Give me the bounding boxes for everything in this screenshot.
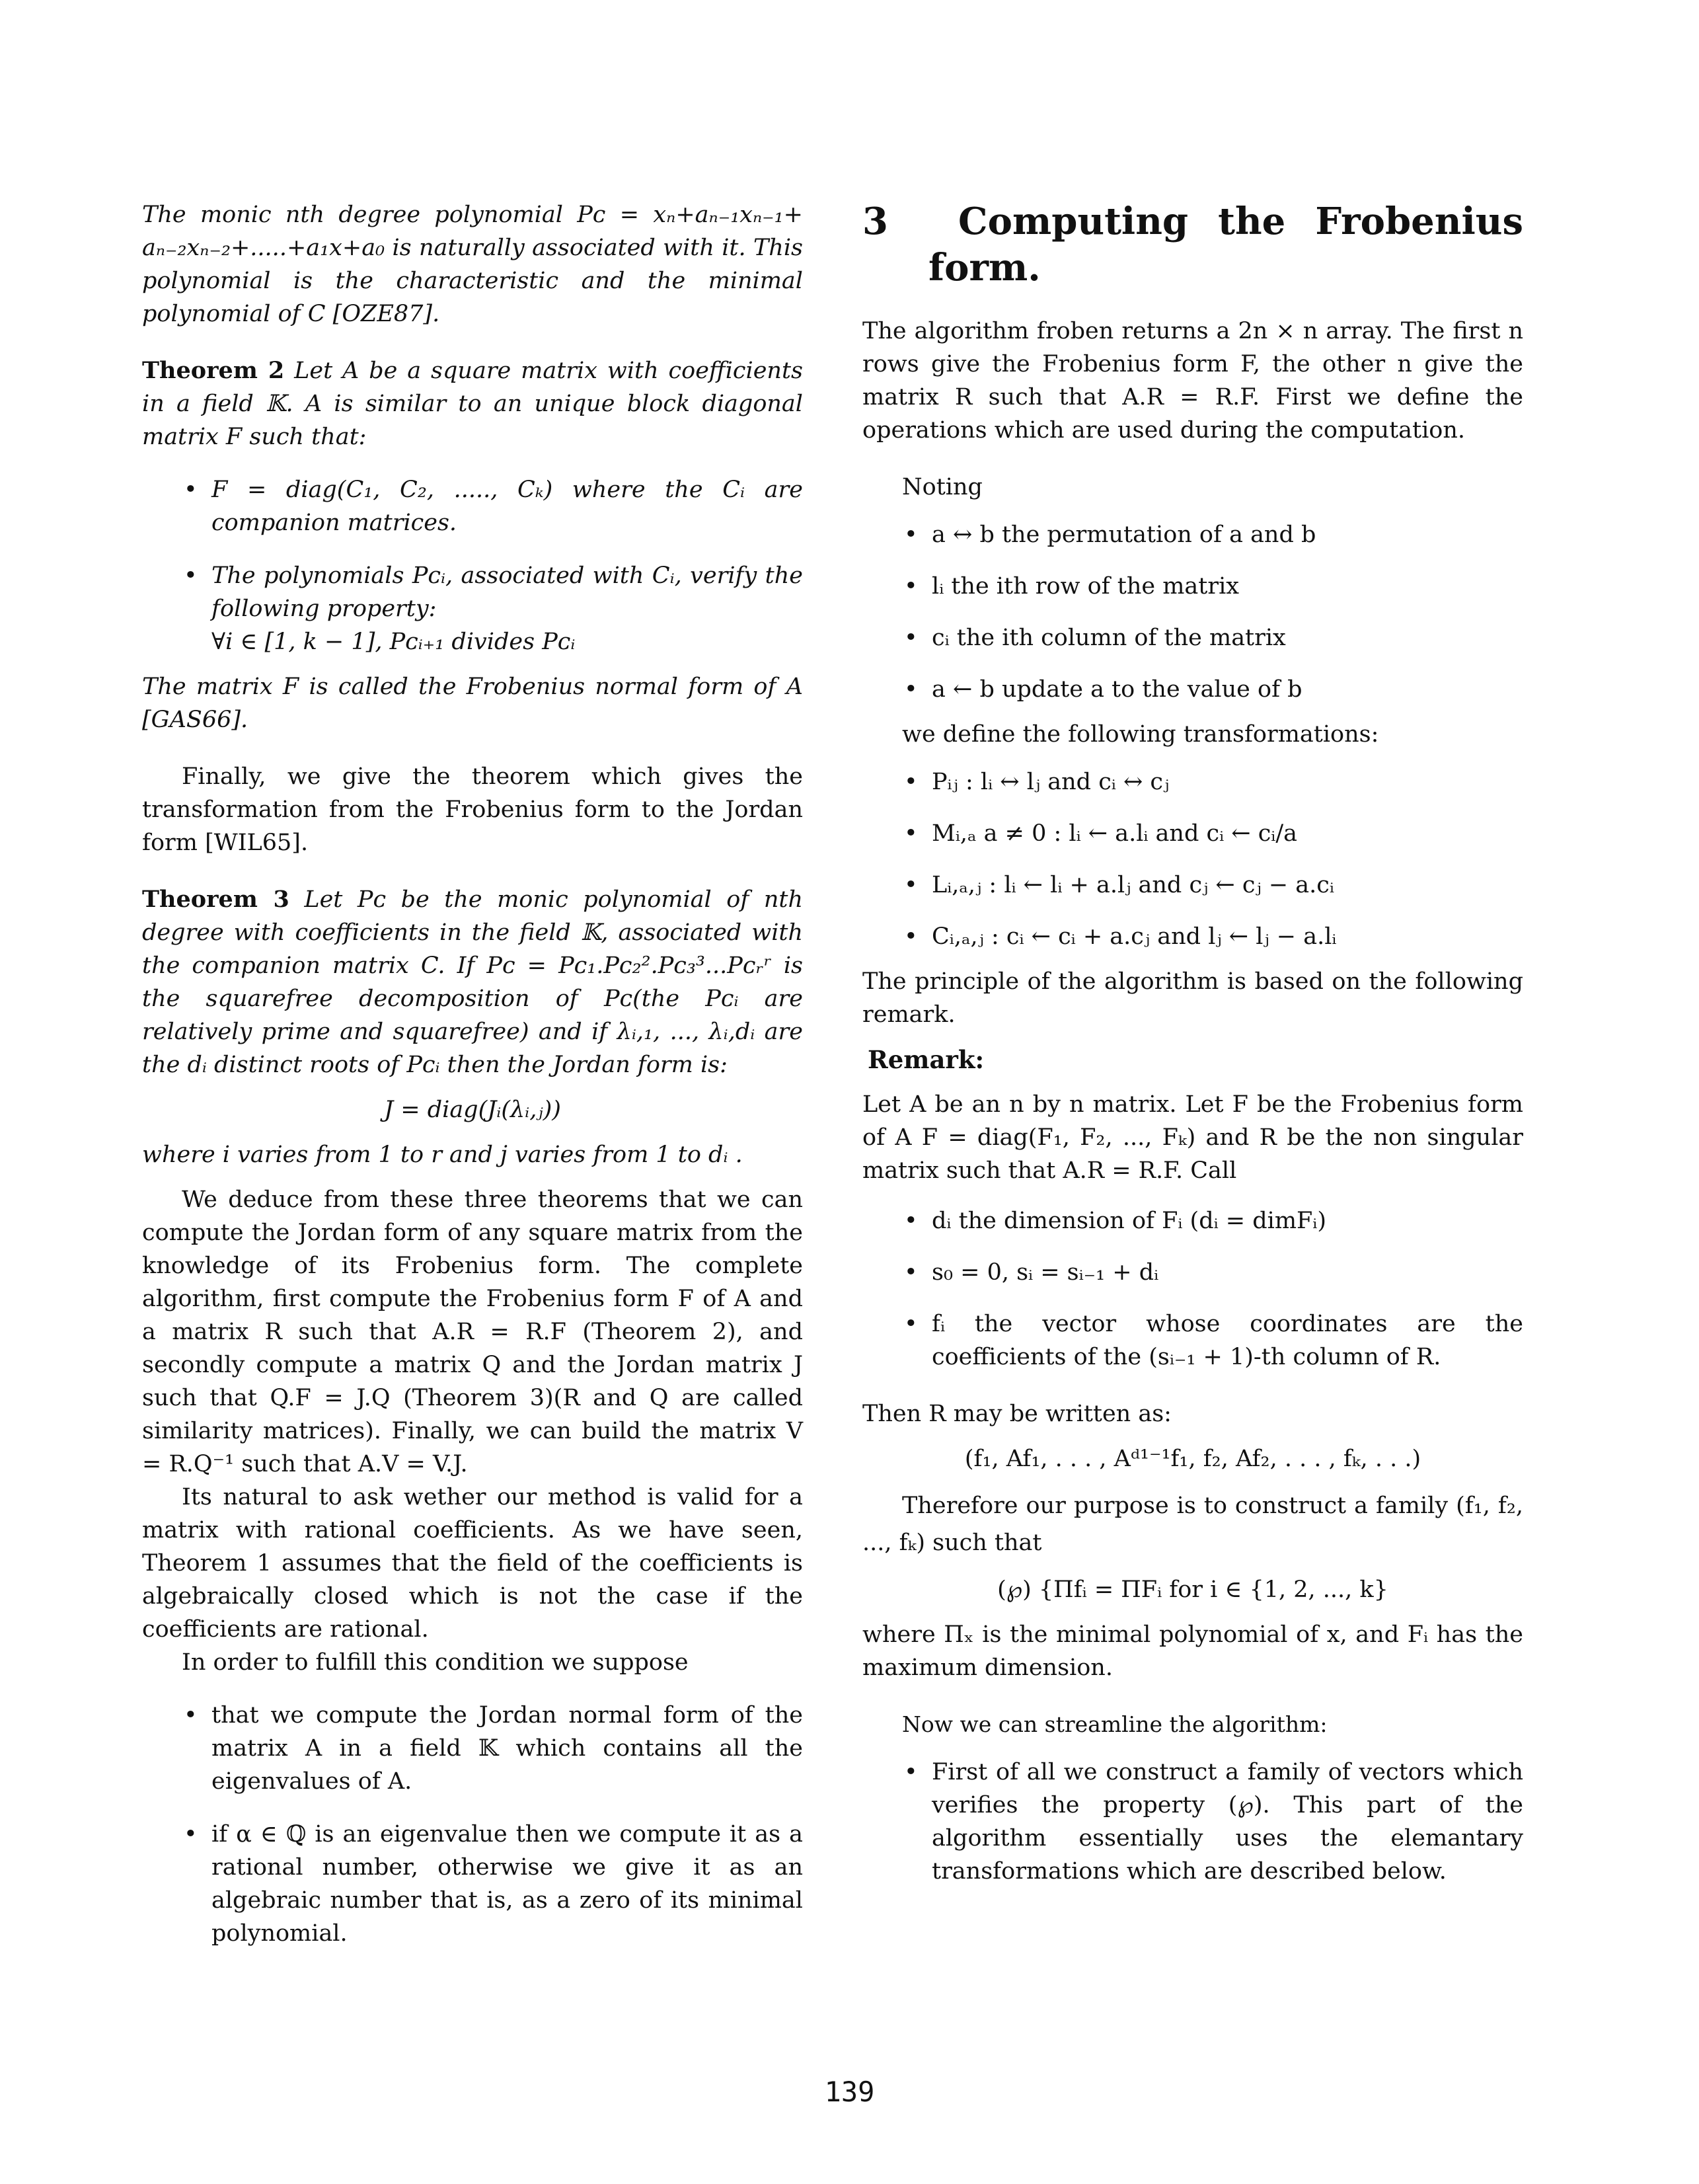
section-heading (862, 198, 1523, 245)
theorem-2-tail: The matrix F is called the Frobenius normal form of A [GAS66]. (142, 674, 803, 733)
heading-word: the (1218, 200, 1286, 243)
heading-word: Frobenius (1315, 200, 1523, 243)
list-item: • First of all we construct a family of vectors which verifies the property (℘). This part of the algorithm essentially uses the elemantary transformations which are described below. (932, 1756, 1523, 1888)
section-intro: The algorithm froben returns a 2n × n array. The first n rows give the Frobenius form F, the other n give the matrix R such that A.R = R.F. First we define the operations which are used during the computation. (862, 318, 1523, 444)
list-item: • dᵢ the dimension of Fᵢ (dᵢ = dimFᵢ) (932, 1204, 1523, 1237)
intro-paragraph: The monic nth degree polynomial Pᴄ = xₙ+aₙ₋₁xₙ₋₁+ aₙ₋₂xₙ₋₂+.....+a₁x+a₀ is naturally associated with it. This polynomial is the characteristic and the minimal polynomial of C [OZE87]. (142, 202, 803, 327)
wp-formula: (℘) {Πfᵢ = ΠFᵢ for i ∈ {1, 2, ..., k} (997, 1577, 1388, 1603)
call-list (932, 1204, 1523, 1374)
theorem-2 (142, 354, 803, 453)
list-item-text: The polynomials Pᴄᵢ, associated with Cᵢ, verify the following property: (211, 563, 803, 622)
therefore-paragraph: Therefore our purpose is to construct a family (f₁, f₂, ..., fₖ) such that (862, 1493, 1523, 1556)
principle-paragraph: The principle of the algorithm is based on the following remark. (862, 968, 1523, 1028)
list-item: • Pᵢⱼ : lᵢ ↔ lⱼ and cᵢ ↔ cⱼ (932, 765, 1523, 799)
theorem-3-text: Let Pᴄ be the monic polynomial of nth degree with coefficients in the field 𝕂, associated with the companion matrix C. If Pᴄ = Pᴄ₁.Pᴄ₂².Pᴄ₃³...Pᴄᵣʳ is the squarefree decomposition of Pᴄ(the Pᴄᵢ are relatively prime and squarefree) and if λᵢ,₁, ..., λᵢ,dᵢ are the dᵢ distinct roots of Pᴄᵢ then the Jordan form is: (142, 886, 803, 1078)
paragraph-fulfill: In order to fulfill this condition we suppose (182, 1649, 689, 1676)
theorem-3 (142, 883, 803, 1081)
list-item: • a ↔ b the permutation of a and b (932, 518, 1523, 551)
noting-list (932, 518, 1523, 706)
remark-text: Let A be an n by n matrix. Let F be the Frobenius form of A F = diag(F₁, F₂, ..., Fₖ) and R be the non singular matrix such that A.R = R.F. Call (862, 1091, 1523, 1184)
list-item: • s₀ = 0, sᵢ = sᵢ₋₁ + dᵢ (932, 1256, 1523, 1289)
list-item: • if α ∈ ℚ is an eigenvalue then we compute it as a rational number, otherwise we give it as an algebraic number that is, as a zero of its minimal polynomial. (211, 1818, 803, 1950)
theorem-2-list (211, 473, 803, 658)
page-number: 139 (824, 2076, 875, 2108)
list-item: • that we compute the Jordan normal form of the matrix A in a field 𝕂 which contains all the eigenvalues of A. (211, 1699, 803, 1798)
list-item: • F = diag(C₁, C₂, ....., Cₖ) where the Cᵢ are companion matrices. (211, 473, 803, 539)
transform-list (932, 765, 1523, 953)
fulfill-list (211, 1699, 803, 1950)
theorem-2-formula: ∀i ∈ [1, k − 1], Pᴄᵢ₊₁ divides Pᴄᵢ (211, 629, 576, 655)
where-paragraph: where Πₓ is the minimal polynomial of x, and Fᵢ has the maximum dimension. (862, 1621, 1523, 1681)
paragraph-natural: Its natural to ask wether our method is valid for a matrix with rational coefficients. As we have seen, Theorem 1 assumes that the field of the coefficients is algebraically closed which is not the case if the coefficients are rational. (142, 1484, 803, 1643)
paragraph-deduce: We deduce from these three theorems that we can compute the Jordan form of any square matrix from the knowledge of its Frobenius form. The complete algorithm, first compute the Frobenius form F of A and a matrix R such that A.R = R.F (Theorem 2), and secondly compute a matrix Q and the Jordan matrix J such that Q.F = J.Q (Theorem 3)(R and Q are called similarity matrices). Finally, we can build the matrix V = R.Q⁻¹ such that A.V = V.J. (142, 1187, 803, 1477)
theorem-2-text: Let A be a square matrix with coefficients in a field 𝕂. A is similar to an unique block diagonal matrix F such that: (142, 358, 804, 450)
remark-label: Remark: (868, 1045, 985, 1074)
theorem-2-label: Theorem 2 (142, 357, 285, 384)
right-column (862, 198, 1523, 1888)
list-item: • Cᵢ,ₐ,ⱼ : cᵢ ← cᵢ + a.cⱼ and lⱼ ← lⱼ − a.lᵢ (932, 920, 1523, 953)
paragraph-finally: Finally, we give the theorem which gives the transformation from the Frobenius form to the Jordan form [WIL65]. (142, 763, 803, 856)
list-item: • Lᵢ,ₐ,ⱼ : lᵢ ← lᵢ + a.lⱼ and cⱼ ← cⱼ − a.cᵢ (932, 869, 1523, 902)
heading-word: Computing (958, 200, 1189, 243)
theorem-3-tail: where i varies from 1 to r and j varies from 1 to dᵢ . (142, 1142, 743, 1168)
section-heading-line2: form. (928, 246, 1041, 290)
then-r-text: Then R may be written as: (862, 1401, 1172, 1427)
theorem-3-formula: J = diag(Jᵢ(λᵢ,ⱼ)) (384, 1097, 561, 1123)
list-item: • a ← b update a to the value of b (932, 673, 1523, 706)
define-label: we define the following transformations: (902, 721, 1379, 748)
list-item (211, 559, 803, 658)
list-item: • Mᵢ,ₐ a ≠ 0 : lᵢ ← a.lᵢ and cᵢ ← cᵢ/a (932, 817, 1523, 850)
noting-label: Noting (902, 474, 983, 500)
algorithm-list (932, 1756, 1523, 1888)
r-formula: (f₁, Af₁, . . . , Aᵈ¹⁻¹f₁, f₂, Af₂, . . . , fₖ, . . .) (964, 1446, 1421, 1472)
left-column (142, 198, 803, 1950)
list-item: • lᵢ the ith row of the matrix (932, 570, 1523, 603)
streamline-text: Now we can streamline the algorithm: (902, 1711, 1328, 1737)
theorem-3-label: Theorem 3 (142, 886, 289, 913)
list-item: • cᵢ the ith column of the matrix (932, 621, 1523, 654)
section-number: 3 (862, 200, 888, 243)
list-item: • fᵢ the vector whose coordinates are the coefficients of the (sᵢ₋₁ + 1)-th column of R. (932, 1307, 1523, 1374)
